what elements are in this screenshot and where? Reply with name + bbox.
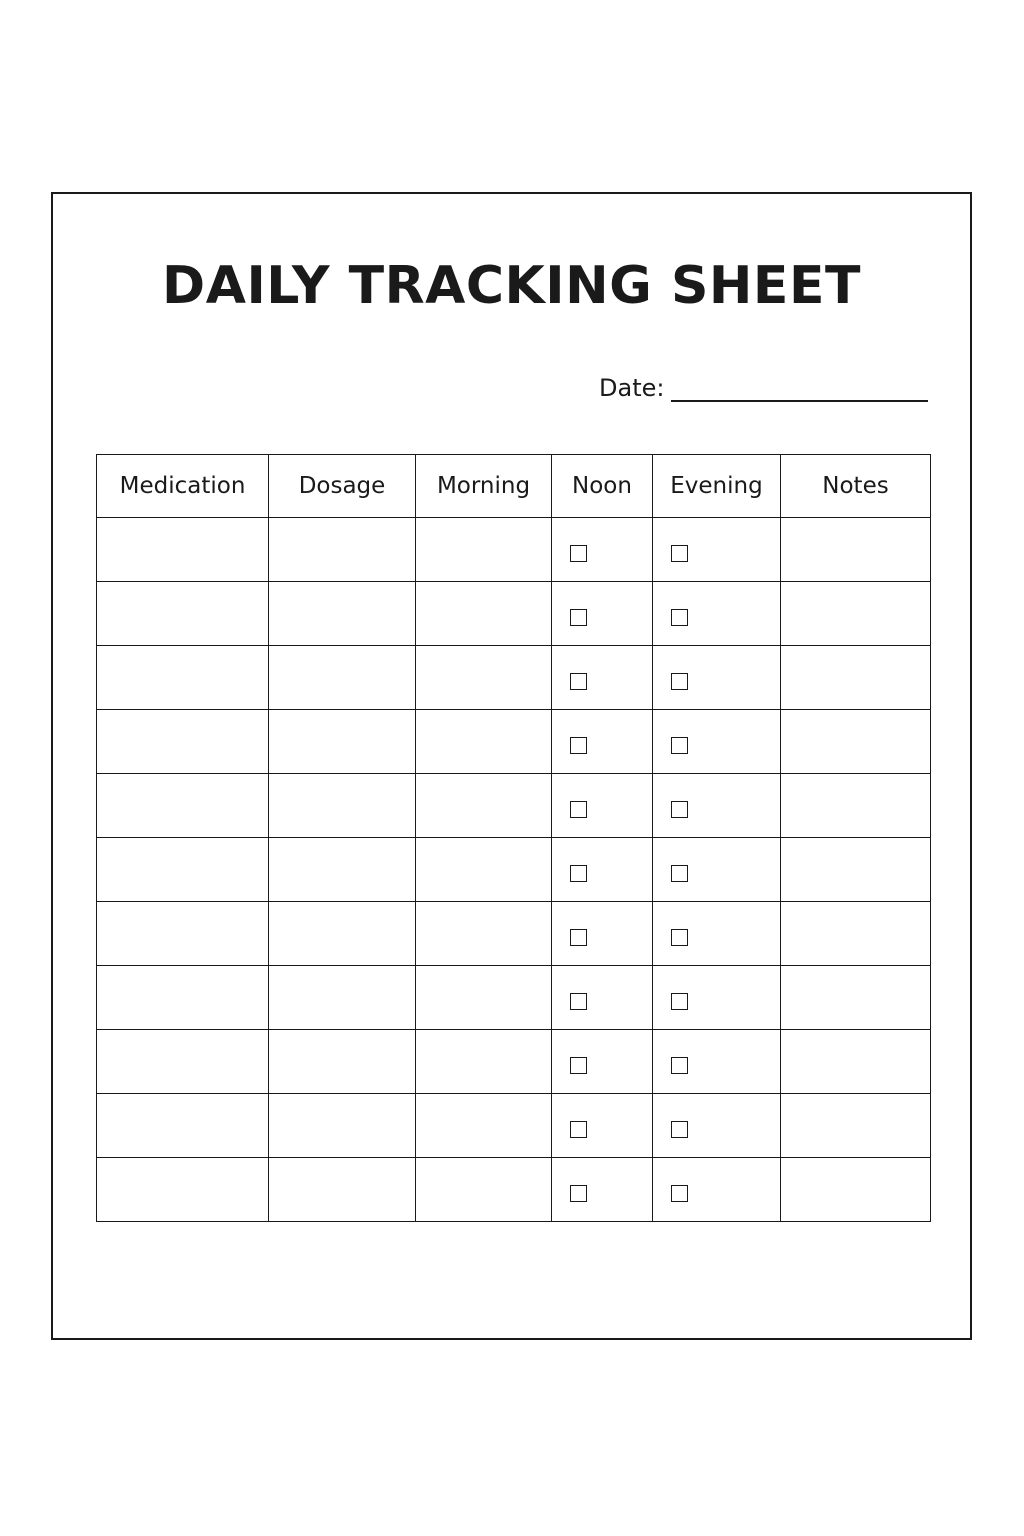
table-row [97,1094,931,1158]
notes-cell[interactable] [781,966,931,1030]
dosage-cell[interactable] [269,1030,416,1094]
medication-cell[interactable] [97,582,269,646]
morning-cell[interactable] [416,518,552,582]
table-row [97,774,931,838]
dosage-cell[interactable] [269,838,416,902]
table-row [97,1158,931,1222]
evening-cell [653,902,781,966]
dosage-cell[interactable] [269,710,416,774]
table-row [97,838,931,902]
column-header-noon: Noon [552,455,653,518]
dosage-cell[interactable] [269,646,416,710]
notes-cell[interactable] [781,1158,931,1222]
medication-cell[interactable] [97,966,269,1030]
tracking-sheet [51,192,972,1340]
notes-cell[interactable] [781,1030,931,1094]
noon-checkbox[interactable] [570,737,587,754]
evening-cell [653,582,781,646]
morning-cell[interactable] [416,1158,552,1222]
evening-checkbox[interactable] [671,865,688,882]
noon-checkbox[interactable] [570,609,587,626]
morning-cell[interactable] [416,646,552,710]
morning-cell[interactable] [416,710,552,774]
noon-checkbox[interactable] [570,865,587,882]
medication-cell[interactable] [97,838,269,902]
dosage-cell[interactable] [269,1158,416,1222]
header-row [97,455,931,518]
morning-cell[interactable] [416,902,552,966]
medication-cell[interactable] [97,710,269,774]
noon-cell [552,646,653,710]
noon-checkbox[interactable] [570,1185,587,1202]
notes-cell[interactable] [781,646,931,710]
noon-checkbox[interactable] [570,545,587,562]
evening-cell [653,838,781,902]
notes-cell[interactable] [781,1094,931,1158]
morning-cell[interactable] [416,1030,552,1094]
medication-cell[interactable] [97,902,269,966]
morning-cell[interactable] [416,774,552,838]
medication-cell[interactable] [97,1158,269,1222]
noon-cell [552,902,653,966]
table-row [97,582,931,646]
morning-cell[interactable] [416,582,552,646]
notes-cell[interactable] [781,710,931,774]
date-field[interactable] [671,376,928,402]
evening-checkbox[interactable] [671,929,688,946]
morning-cell[interactable] [416,1094,552,1158]
noon-checkbox[interactable] [570,1057,587,1074]
medication-cell[interactable] [97,518,269,582]
table-body [97,518,931,1222]
notes-cell[interactable] [781,902,931,966]
evening-checkbox[interactable] [671,993,688,1010]
table-row [97,646,931,710]
notes-cell[interactable] [781,518,931,582]
column-header-notes: Notes [781,455,931,518]
noon-cell [552,1158,653,1222]
noon-cell [552,966,653,1030]
dosage-cell[interactable] [269,774,416,838]
date-row [599,374,928,402]
sheet-title: DAILY TRACKING SHEET [162,256,861,316]
evening-cell [653,774,781,838]
evening-checkbox[interactable] [671,673,688,690]
column-header-evening: Evening [653,455,781,518]
table-row [97,518,931,582]
evening-cell [653,966,781,1030]
date-label: Date: [599,374,665,402]
medication-cell[interactable] [97,1094,269,1158]
medication-cell[interactable] [97,1030,269,1094]
evening-checkbox[interactable] [671,609,688,626]
table-row [97,710,931,774]
notes-cell[interactable] [781,774,931,838]
dosage-cell[interactable] [269,518,416,582]
noon-checkbox[interactable] [570,929,587,946]
morning-cell[interactable] [416,966,552,1030]
dosage-cell[interactable] [269,582,416,646]
noon-cell [552,1094,653,1158]
noon-checkbox[interactable] [570,1121,587,1138]
noon-checkbox[interactable] [570,673,587,690]
evening-cell [653,1030,781,1094]
evening-cell [653,518,781,582]
noon-checkbox[interactable] [570,993,587,1010]
evening-checkbox[interactable] [671,1057,688,1074]
evening-checkbox[interactable] [671,545,688,562]
evening-cell [653,1094,781,1158]
noon-cell [552,710,653,774]
dosage-cell[interactable] [269,1094,416,1158]
evening-cell [653,646,781,710]
table-row [97,1030,931,1094]
table-row [97,966,931,1030]
noon-cell [552,1030,653,1094]
dosage-cell[interactable] [269,966,416,1030]
noon-cell [552,774,653,838]
evening-cell [653,710,781,774]
dosage-cell[interactable] [269,902,416,966]
evening-checkbox[interactable] [671,1121,688,1138]
medication-cell[interactable] [97,646,269,710]
column-header-dosage: Dosage [269,455,416,518]
evening-checkbox[interactable] [671,1185,688,1202]
medication-cell[interactable] [97,774,269,838]
table-row [97,902,931,966]
column-header-morning: Morning [416,455,552,518]
evening-checkbox[interactable] [671,801,688,818]
morning-cell[interactable] [416,838,552,902]
noon-cell [552,582,653,646]
column-header-medication: Medication [97,455,269,518]
notes-cell[interactable] [781,582,931,646]
evening-checkbox[interactable] [671,737,688,754]
notes-cell[interactable] [781,838,931,902]
tracking-table [96,454,931,1222]
noon-cell [552,838,653,902]
noon-cell [552,518,653,582]
noon-checkbox[interactable] [570,801,587,818]
evening-cell [653,1158,781,1222]
